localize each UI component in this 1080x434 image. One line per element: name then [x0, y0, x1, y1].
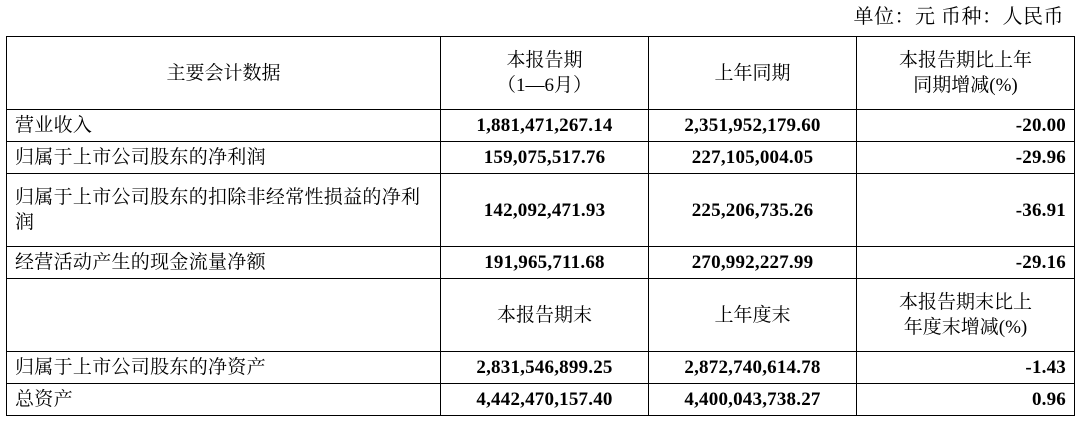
- row-current-value: 2,831,546,899.25: [441, 352, 649, 384]
- row-current-value: 191,965,711.68: [441, 247, 649, 279]
- row-change-value: 0.96: [857, 384, 1075, 416]
- row-label: 营业收入: [7, 110, 441, 142]
- row-change-value: -29.16: [857, 247, 1075, 279]
- header-period-change-line1: 本报告期比上年: [898, 50, 1032, 71]
- table-row: [7, 384, 1075, 416]
- row-label: 归属于上市公司股东的净资产: [7, 352, 441, 384]
- table-row: [7, 110, 1075, 142]
- row-previous-value: 270,992,227.99: [649, 247, 857, 279]
- table-row: [7, 247, 1075, 279]
- row-current-value: 159,075,517.76: [441, 142, 649, 174]
- row-previous-value: 2,872,740,614.78: [649, 352, 857, 384]
- header-cell-current-period: [441, 37, 649, 110]
- row-previous-value: 2,351,952,179.60: [649, 110, 857, 142]
- table-header-row-period: [7, 37, 1075, 110]
- row-previous-value: 4,400,043,738.27: [649, 384, 857, 416]
- header-current-period-line2: （1—6月）: [496, 75, 592, 96]
- header-current-period-line1: 本报告期: [506, 50, 583, 71]
- financial-summary-table: [6, 36, 1075, 416]
- row-current-value: 4,442,470,157.40: [441, 384, 649, 416]
- table-row: [7, 352, 1075, 384]
- row-change-value: -29.96: [857, 142, 1075, 174]
- table-row: [7, 174, 1075, 247]
- row-change-value: -1.43: [857, 352, 1075, 384]
- header-balance-change-line2: 年度末增减(%): [903, 317, 1028, 338]
- row-current-value: 1,881,471,267.14: [441, 110, 649, 142]
- header-cell-main-items: 主要会计数据: [7, 37, 441, 110]
- header-cell-last-year-end: 上年度末: [649, 279, 857, 352]
- table-header-row-balance: [7, 279, 1075, 352]
- header-cell-balance-change: [857, 279, 1075, 352]
- header-cell-blank: [7, 279, 441, 352]
- row-current-value: 142,092,471.93: [441, 174, 649, 247]
- row-label: 经营活动产生的现金流量净额: [7, 247, 441, 279]
- row-change-value: -36.91: [857, 174, 1075, 247]
- header-balance-change-line1: 本报告期末比上: [898, 292, 1032, 313]
- row-label: 归属于上市公司股东的扣除非经常性损益的净利润: [7, 174, 441, 247]
- header-cell-period-change: [857, 37, 1075, 110]
- row-previous-value: 227,105,004.05: [649, 142, 857, 174]
- header-period-change-line2: 同期增减(%): [913, 75, 1018, 96]
- unit-note: 单位：元 币种：人民币: [853, 6, 1064, 28]
- row-previous-value: 225,206,735.26: [649, 174, 857, 247]
- row-label: 归属于上市公司股东的净利润: [7, 142, 441, 174]
- row-change-value: -20.00: [857, 110, 1075, 142]
- header-cell-same-period-last-year: 上年同期: [649, 37, 857, 110]
- row-label: 总资产: [7, 384, 441, 416]
- header-cell-current-period-end: 本报告期末: [441, 279, 649, 352]
- table-row: [7, 142, 1075, 174]
